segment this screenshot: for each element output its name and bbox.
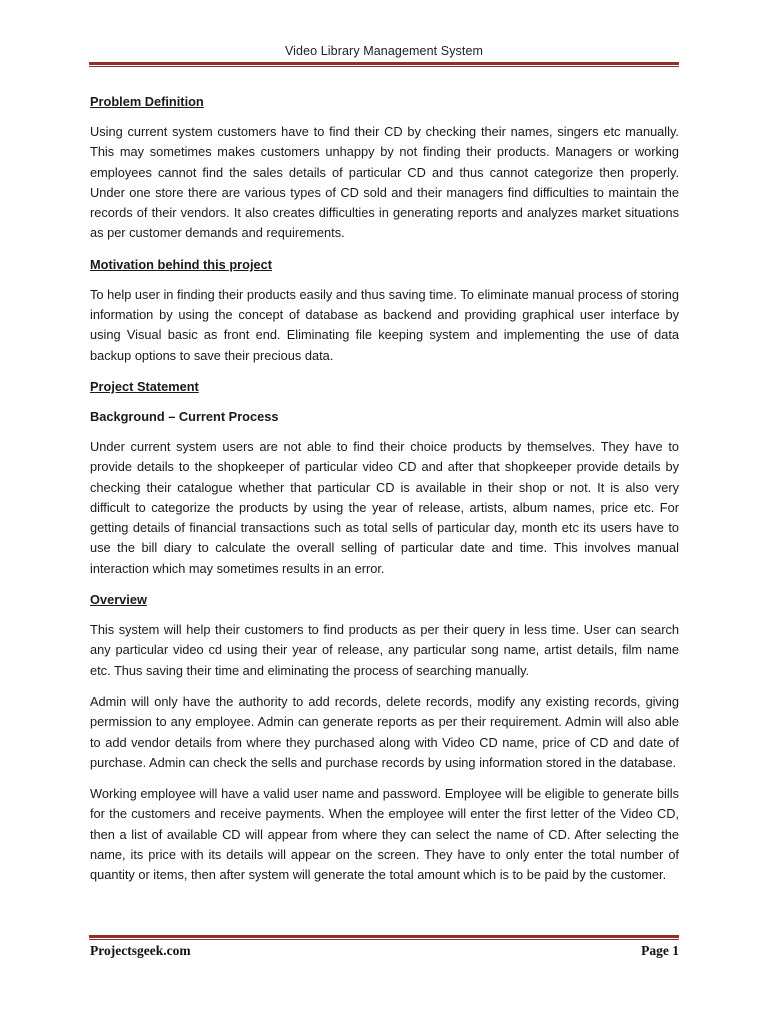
section-heading-overview: Overview — [90, 592, 147, 608]
footer-site-name: Projectsgeek.com — [90, 943, 191, 958]
paragraph-motivation: To help user in finding their products easily and thus saving time. To eliminate manual process of storing information by using the concept of database as backend and providing graphical user interface by using Visual basic as front end. Eliminating file keeping system and implementing the use of data backup options to save their precious data. — [90, 286, 679, 363]
section-heading-project-statement: Project Statement — [90, 378, 199, 394]
section-heading-motivation: Motivation behind this project — [90, 256, 272, 272]
footer-rule — [89, 935, 679, 940]
running-header: Video Library Management System — [284, 44, 484, 58]
subheading-background-current-process: Background – Current Process — [90, 408, 279, 424]
paragraph-overview-1: This system will help their customers to find products as per their query in less time. User can search any particular video cd using their year of release, any particular song name, artist details, film name etc. Thus saving their time and eliminating the process of searching manually. — [90, 622, 679, 678]
section-heading-problem-definition: Problem Definition — [90, 94, 204, 109]
paragraph-problem-definition: Using current system customers have to find their CD by checking their names, singers etc manually. This may sometimes makes customers unhappy by not finding their products. Managers or working employees cannot find the sales details of particular CD and thus cannot categorize then properly. Under one store there are various types of CD sold and their managers find difficulties to maintain the records of their vendors. It also creates difficulties in generating reports and analyzes market situations as per customer demands and requirements. — [90, 124, 679, 241]
paragraph-overview-2: Admin will only have the authority to add records, delete records, modify any existing records, giving permission to any employee. Admin can generate reports as per their requirement. Admin will also able to add vendor details from where they purchased along with Video CD name, price of CD and date of purchase. Admin can check the sells and purchase records by using information stored in the database. — [90, 693, 679, 770]
footer-page-number: Page 1 — [641, 943, 679, 958]
paragraph-background: Under current system users are not able to find their choice products by themselves. They have to provide details to the shopkeeper of particular video CD and after that shopkeeper provide details by checking their catalogue whether that particular CD is available in their shop or not. It is also very difficult to categorize the products by using the year of release, artists, album names, price etc. For getting details of financial transactions such as total sells of particular day, month etc its users have to use the bill diary to calculate the overall selling of particular date and time. This involves manual interaction which may sometimes results in an error. — [90, 438, 679, 576]
header-rule — [89, 62, 679, 67]
document-body — [90, 92, 679, 897]
paragraph-overview-3: Working employee will have a valid user name and password. Employee will be eligible to generate bills for the customers and receive payments. When the employee will enter the first letter of the Video CD, then a list of available CD will appear from where they can select the name of CD. After selecting the name, its price with its details will appear on the screen. They have to only enter the total number of quantity or items, then after system will generate the total amount which is to be paid by the customer. — [90, 786, 679, 883]
